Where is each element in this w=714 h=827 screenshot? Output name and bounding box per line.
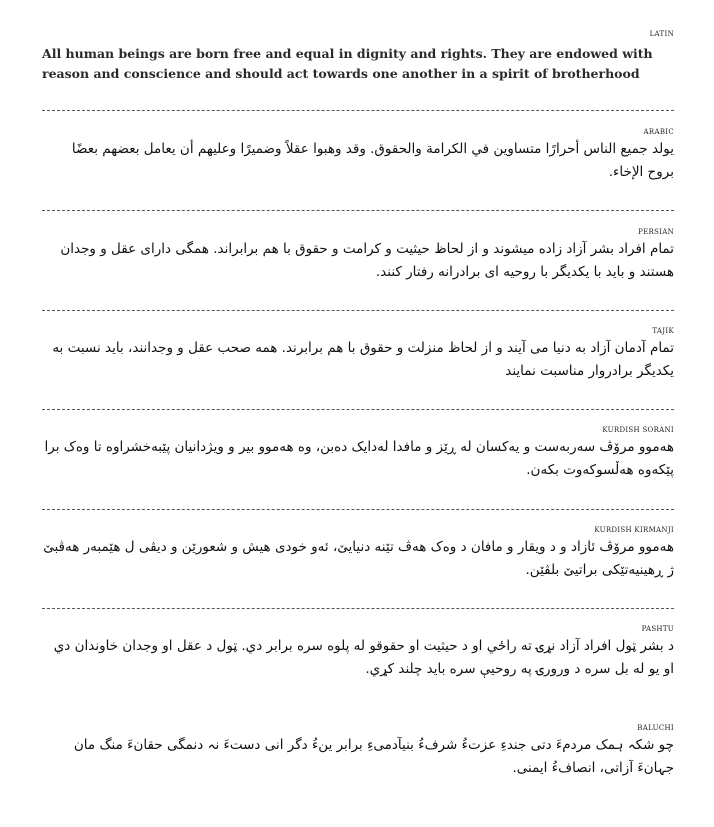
dashed-separator xyxy=(42,608,674,609)
language-label: KURDISH SORANI xyxy=(602,426,674,434)
declaration-text: All human beings are born free and equal in dignity and rights. They are endowed with reason and conscience and should act towards one another in a spirit of brotherhood xyxy=(42,46,653,81)
declaration-text: تمام آدمان آزاد به دنیا می آیند و از لحاظ منزلت و حقوق با هم برابرند. همه صحب عقل و وجدانند، باید نسبت به یکدیگر برادروار مناسبت نمایند xyxy=(52,340,674,379)
declaration-text: هەموو مرۆڤ ئازاد و د ویقار و مافان د وەک هەڤ تێنە دنیایێ، ئەو خودی هیش و شعورێن و دیڤی ل هێمبەر هەڤبێ ژ ڕهینیەتێکی براتیێ بلڤێن. xyxy=(43,539,674,578)
entry-pashtu xyxy=(42,625,674,681)
dashed-separator xyxy=(42,110,674,111)
language-label: PASHTU xyxy=(641,625,674,633)
declaration-text: يولد جميع الناس أحرارًا متساوين في الكرامة والحقوق. وقد وهبوا عقلاً وضميرًا وعليهم أن يعامل بعضهم بعضًا بروح الإخاء. xyxy=(71,141,674,180)
entry-arabic xyxy=(42,128,674,184)
entry-latin xyxy=(42,30,674,84)
language-label: ARABIC xyxy=(643,128,674,136)
entry-persian xyxy=(42,228,674,284)
dashed-separator xyxy=(42,310,674,311)
language-label: BALUCHI xyxy=(637,724,674,732)
dashed-separator xyxy=(42,409,674,410)
language-label: TAJIK xyxy=(652,327,674,335)
declaration-text: چو شکہ ہمک مردمءَ دتی جندءِ عزتءُ شرفءُ بنیآدمیءِ برابر ینءُ دگر انی دستءَ نہ دنمگی حقانءَ منگ مان جہانءَ آزاتی، انصافءُ ایمنی. xyxy=(73,737,674,776)
language-label: PERSIAN xyxy=(638,228,674,236)
language-label: KURDISH KIRMANJI xyxy=(594,526,674,534)
dashed-separator xyxy=(42,210,674,211)
entry-kurdish-sorani xyxy=(42,426,674,482)
declaration-text: هەموو مرۆڤ سەربەست و یەکسان لە ڕێز و مافدا لەدایک دەبن، وە هەموو بیر و ویژدانیان پێبەخشراوە تا وەک برا پێکەوە هەڵسوکەوت بکەن. xyxy=(44,439,674,478)
language-label: LATIN xyxy=(649,30,674,38)
entry-kurdish-kirmanji xyxy=(42,526,674,582)
declaration-text: تمام افراد بشر آزاد زاده میشوند و از لحاظ حیثیت و کرامت و حقوق با هم برابراند. همگی دارای عقل و وجدان هستند و باید با یکدیگر با روحیه ای برادرانه رفتار کنند. xyxy=(60,241,674,280)
entry-baluchi xyxy=(42,724,674,780)
declaration-text: د بشر ټول افراد آزاد نړۍ ته راځي او د حیثیت او حقوقو له پلوه سره برابر دي. ټول د عقل او وجدان خاوندان دي او يو له بل سره د ورورۍ په روحیې سره باید چلند کړي. xyxy=(53,638,674,677)
entry-tajik xyxy=(42,327,674,383)
dashed-separator xyxy=(42,509,674,510)
